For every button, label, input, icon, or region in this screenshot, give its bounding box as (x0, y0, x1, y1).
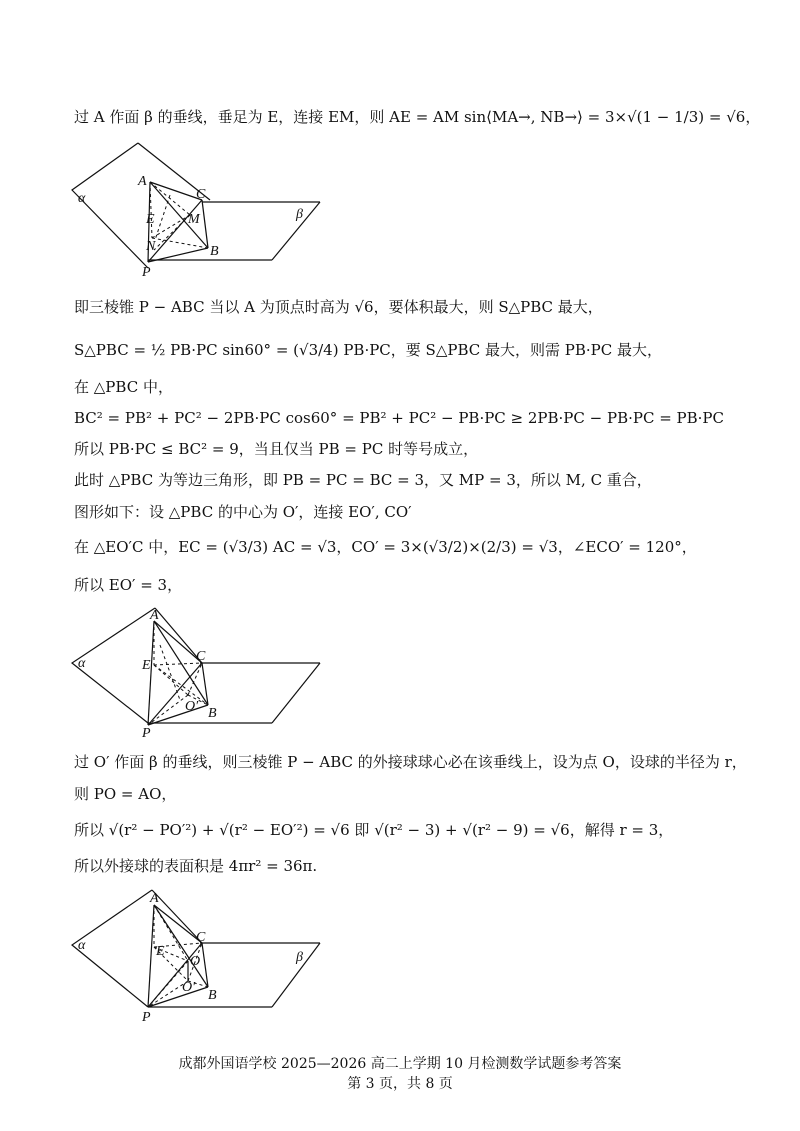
fig3-label-beta: β (296, 950, 303, 965)
fig1-label-beta: β (296, 207, 303, 222)
text-line-5: BC² = PB² + PC² − 2PB·PC cos60° = PB² + PC² − PB·PC ≥ 2PB·PC − PB·PC = PB·PC (74, 409, 724, 427)
text-line-11: 过 O′ 作面 β 的垂线，则三棱锥 P − ABC 的外接球球心必在该垂线上，设为点 O，设球的半径为 r， (74, 753, 747, 771)
text-line-7: 此时 △PBC 为等边三角形，即 PB = PC = BC = 3，又 MP = 3，所以 M, C 重合， (74, 471, 652, 489)
figure-1 (70, 140, 330, 280)
fig3-label-p: P (142, 1010, 151, 1025)
text-line-8: 图形如下：设 △PBC 的中心为 O′，连接 EO′, CO′ (74, 503, 412, 521)
figure-2 (70, 605, 330, 740)
fig2-label-p: P (142, 726, 151, 740)
fig1-label-m: M (188, 212, 200, 227)
text-line-6: 所以 PB·PC ≤ BC² = 9，当且仅当 PB = PC 时等号成立， (74, 440, 479, 458)
fig1-label-n: N (146, 239, 156, 254)
text-line-1: 过 A 作面 β 的垂线，垂足为 E，连接 EM，则 AE = AM sin⟨MA→, NB→⟩ = 3×√(1 − 1/3) = √6， (74, 108, 761, 126)
fig3-label-alpha: α (78, 938, 86, 953)
fig1-label-c: C (196, 187, 206, 202)
fig3-label-c: C (196, 930, 206, 945)
text-line-3: S△PBC = ½ PB·PC sin60° = (√3/4) PB·PC，要 S△PBC 最大，则需 PB·PC 最大， (74, 341, 662, 359)
text-line-2: 即三棱锥 P − ABC 当以 A 为顶点时高为 √6，要体积最大，则 S△PBC 最大， (74, 298, 603, 316)
fig2-label-o-prime: O′ (185, 699, 199, 714)
fig1-label-e: E (146, 212, 155, 227)
fig1-label-b: B (210, 244, 219, 259)
fig2-label-a: A (150, 608, 159, 623)
fig3-label-a: A (150, 891, 159, 906)
text-line-4: 在 △PBC 中， (74, 378, 173, 396)
fig2-label-e: E (142, 658, 151, 673)
fig2-label-b: B (208, 706, 217, 721)
fig1-label-a: A (138, 174, 147, 189)
fig2-label-c: C (196, 649, 206, 664)
fig3-label-e: E (156, 944, 165, 959)
text-line-13: 所以 √(r² − PO′²) + √(r² − EO′²) = √6 即 √(r² − 3) + √(r² − 9) = √6，解得 r = 3， (74, 821, 674, 839)
fig3-label-b: B (208, 988, 217, 1003)
fig1-label-p: P (142, 265, 151, 280)
fig1-label-alpha: α (78, 191, 86, 206)
text-line-14: 所以外接球的表面积是 4πr² = 36π. (74, 857, 318, 875)
text-line-9: 在 △EO′C 中，EC = (√3/3) AC = √3，CO′ = 3×(√3/2)×(2/3) = √3，∠ECO′ = 120°， (74, 538, 697, 556)
fig3-label-o: O (190, 954, 201, 969)
footer-page-number: 第 3 页，共 8 页 (347, 1076, 453, 1092)
footer-school: 成都外国语学校 2025—2026 高二上学期 10 月检测数学试题参考答案 (178, 1056, 622, 1072)
figure-3 (70, 885, 330, 1025)
fig2-label-alpha: α (78, 656, 86, 671)
text-line-10: 所以 EO′ = 3， (74, 576, 183, 594)
fig3-label-o-prime: O′ (182, 980, 196, 995)
text-line-12: 则 PO = AO， (74, 785, 177, 803)
